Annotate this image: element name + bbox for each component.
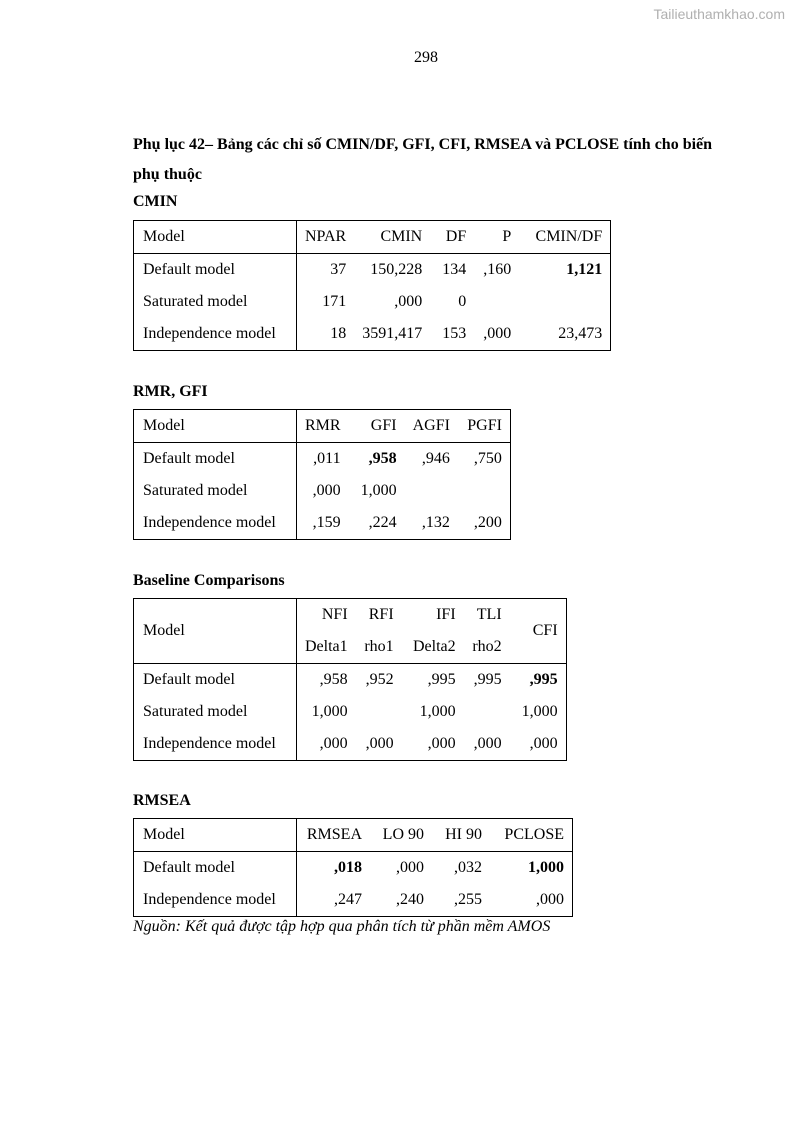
column-header: NPAR xyxy=(297,221,355,254)
column-header: TLI xyxy=(476,606,502,623)
column-header: Model xyxy=(134,221,297,254)
table-cell: ,160 xyxy=(483,261,512,278)
row-label: Independence model xyxy=(134,728,297,761)
table-cell: ,995 xyxy=(473,671,502,688)
table-cell: ,000 xyxy=(427,735,456,752)
table-row xyxy=(134,318,611,351)
cmin-table xyxy=(133,220,611,351)
row-label: Independence model xyxy=(134,507,297,540)
table-row xyxy=(134,728,567,761)
table-row xyxy=(134,475,511,507)
table-cell: ,750 xyxy=(473,450,502,467)
table-cell xyxy=(356,696,402,728)
cmin-section-title: CMIN xyxy=(133,193,178,210)
table-cell: ,224 xyxy=(368,514,397,531)
row-label: Default model xyxy=(134,852,297,885)
table-header-row xyxy=(134,819,573,852)
table-cell: ,132 xyxy=(421,514,450,531)
table-cell: ,958 xyxy=(319,671,348,688)
table-cell: 134 xyxy=(442,261,467,278)
row-label: Saturated model xyxy=(134,286,297,318)
table-row xyxy=(134,286,611,318)
table-cell: ,200 xyxy=(473,514,502,531)
baseline-table xyxy=(133,598,567,761)
table-cell: 1,000 xyxy=(311,703,348,720)
row-label: Default model xyxy=(134,254,297,287)
row-label: Default model xyxy=(134,443,297,476)
column-header: RFI xyxy=(368,606,394,623)
table-row xyxy=(134,507,511,540)
table-row xyxy=(134,254,611,287)
table-cell: ,952 xyxy=(365,671,394,688)
table-cell: 1,000 xyxy=(360,482,397,499)
table-cell: 153 xyxy=(442,325,467,342)
table-cell: ,255 xyxy=(454,891,482,908)
table-cell: 171 xyxy=(322,293,347,310)
page-number: 298 xyxy=(414,49,438,66)
column-header: PGFI xyxy=(458,410,511,443)
column-subheader: Delta2 xyxy=(402,631,464,664)
table-cell: ,000 xyxy=(529,735,558,752)
column-header: RMR xyxy=(297,410,349,443)
table-cell: ,000 xyxy=(536,891,564,908)
table-cell-highlighted: 1,000 xyxy=(528,859,564,876)
watermark: Tailieuthamkhao.com xyxy=(653,6,785,22)
column-header: AGFI xyxy=(405,410,458,443)
table-cell xyxy=(474,286,519,318)
table-cell: ,000 xyxy=(312,482,341,499)
row-label: Saturated model xyxy=(134,696,297,728)
column-header: Model xyxy=(134,819,297,852)
table-row xyxy=(134,696,567,728)
table-header-row xyxy=(134,599,567,632)
table-cell: ,000 xyxy=(473,735,502,752)
table-row xyxy=(134,884,573,917)
column-subheader: rho2 xyxy=(464,631,510,664)
table-cell: ,995 xyxy=(427,671,456,688)
source-note: Nguồn: Kết quả được tập hợp qua phân tích từ phần mềm AMOS xyxy=(133,918,551,935)
column-header: NFI xyxy=(321,606,348,623)
column-subheader: rho1 xyxy=(356,631,402,664)
rmr-gfi-table xyxy=(133,409,511,540)
table-cell xyxy=(458,475,511,507)
column-header: CMIN xyxy=(354,221,430,254)
table-cell: ,011 xyxy=(313,450,341,467)
table-cell xyxy=(519,286,611,318)
rmsea-section-title: RMSEA xyxy=(133,792,191,809)
table-cell: ,247 xyxy=(334,891,362,908)
table-cell: ,240 xyxy=(396,891,424,908)
row-label: Independence model xyxy=(134,318,297,351)
table-cell: 1,000 xyxy=(419,703,456,720)
column-header: LO 90 xyxy=(370,819,432,852)
table-cell: 0 xyxy=(458,293,467,310)
column-header: CFI xyxy=(510,599,567,664)
baseline-section-title: Baseline Comparisons xyxy=(133,572,285,589)
table-cell: 23,473 xyxy=(558,325,603,342)
column-header: IFI xyxy=(436,606,456,623)
rmr-gfi-section-title: RMR, GFI xyxy=(133,383,208,400)
table-cell: ,000 xyxy=(394,293,423,310)
table-row xyxy=(134,443,511,476)
table-cell-highlighted: 1,121 xyxy=(566,261,603,278)
column-header: P xyxy=(474,221,519,254)
column-subheader: Delta1 xyxy=(297,631,356,664)
table-row xyxy=(134,852,573,885)
table-cell: ,000 xyxy=(396,859,424,876)
row-label: Saturated model xyxy=(134,475,297,507)
table-cell: 37 xyxy=(330,261,347,278)
table-cell: ,946 xyxy=(421,450,450,467)
column-header: GFI xyxy=(349,410,405,443)
column-header: Model xyxy=(134,599,297,664)
table-cell: 3591,417 xyxy=(362,325,423,342)
table-cell: 1,000 xyxy=(521,703,558,720)
table-row xyxy=(134,664,567,697)
column-header: PCLOSE xyxy=(490,819,573,852)
row-label: Independence model xyxy=(134,884,297,917)
appendix-title: Phụ lục 42– Bảng các chỉ số CMIN/DF, GFI, CFI, RMSEA và PCLOSE tính cho biến phụ thuộc xyxy=(133,136,713,183)
table-cell-highlighted: ,018 xyxy=(334,859,362,876)
table-header-row xyxy=(134,221,611,254)
table-cell-highlighted: ,958 xyxy=(368,450,397,467)
table-header-row xyxy=(134,410,511,443)
table-cell xyxy=(464,696,510,728)
rmsea-table xyxy=(133,818,573,917)
table-cell: ,000 xyxy=(483,325,512,342)
table-cell: 150,228 xyxy=(370,261,423,278)
column-header: RMSEA xyxy=(297,819,371,852)
table-cell xyxy=(405,475,458,507)
column-header: Model xyxy=(134,410,297,443)
table-cell: 18 xyxy=(330,325,347,342)
column-header: HI 90 xyxy=(432,819,490,852)
table-cell: ,159 xyxy=(312,514,341,531)
row-label: Default model xyxy=(134,664,297,697)
table-cell: ,032 xyxy=(454,859,482,876)
table-cell: ,000 xyxy=(365,735,394,752)
column-header: CMIN/DF xyxy=(519,221,611,254)
table-cell: ,000 xyxy=(319,735,348,752)
table-cell-highlighted: ,995 xyxy=(529,671,558,688)
column-header: DF xyxy=(430,221,474,254)
